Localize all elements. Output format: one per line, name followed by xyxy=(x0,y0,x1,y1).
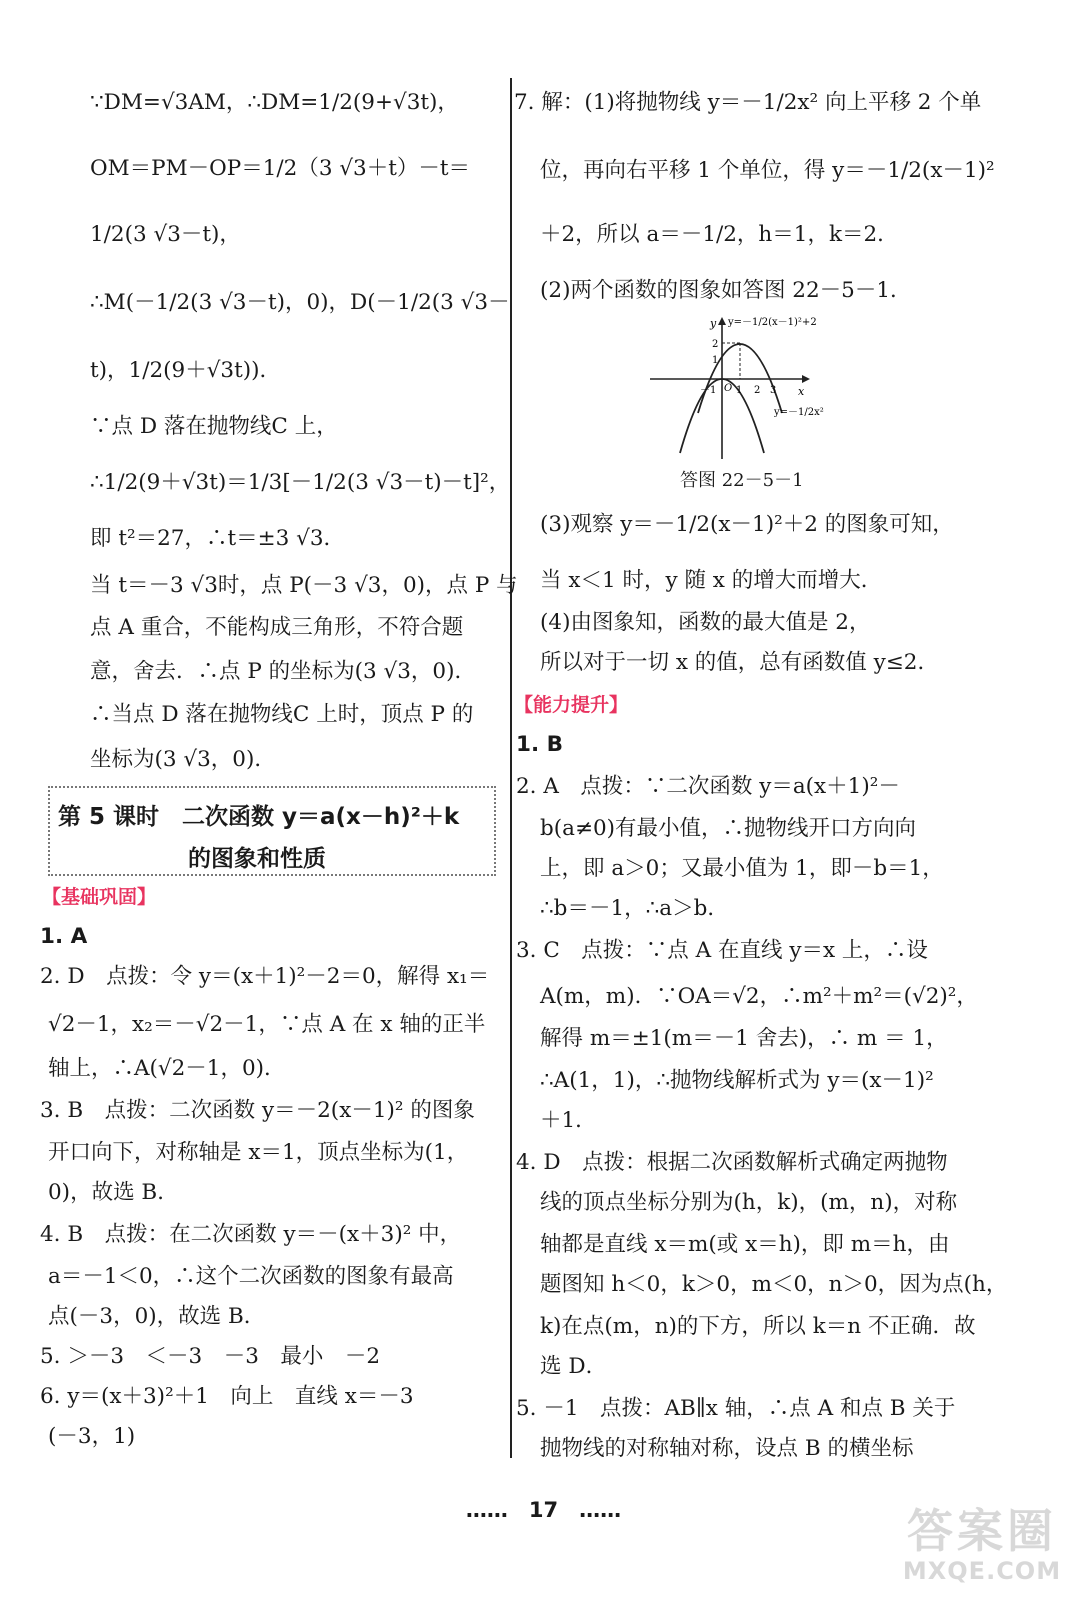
text-line: 当 t＝－3 √3时，点 P(－3 √3，0)，点 P 与 xyxy=(90,573,518,598)
answer-line: 解得 m＝±1(m＝－1 舍去)，∴ m ＝ 1， xyxy=(540,1026,948,1051)
figure-caption: 答图 22－5－1 xyxy=(680,470,804,491)
x-tick-label: 2 xyxy=(754,385,761,396)
text-line: ∴M(－1/2(3 √3－t)，0)，D(－1/2(3 √3－ xyxy=(90,290,510,315)
text-line: 即 t²＝27，∴t＝±3 √3． xyxy=(90,526,345,551)
answer-line: 开口向下，对称轴是 x＝1，顶点坐标为(1， xyxy=(48,1140,469,1165)
answer-line: A(m，m)．∵OA＝√2，∴m²＋m²＝(√2)²， xyxy=(540,984,978,1009)
text-line: 所以对于一切 x 的值，总有函数值 y≤2． xyxy=(540,650,939,675)
text-line: 位，再向右平移 1 个单位，得 y＝－1/2(x－1)² xyxy=(540,158,995,183)
lesson-title-box xyxy=(48,786,496,876)
watermark-logo xyxy=(897,1505,1067,1597)
answer-line: 2. D 点拨：令 y＝(x＋1)²－2＝0，解得 x₁＝ xyxy=(40,964,490,989)
answer-line: 5. －1 点拨：AB∥x 轴，∴点 A 和点 B 关于 xyxy=(516,1396,956,1421)
answer-line: 3. B 点拨：二次函数 y＝－2(x－1)² 的图象 xyxy=(40,1098,475,1123)
answer-line: 0)，故选 B． xyxy=(48,1180,179,1205)
text-line: ∵DM=√3AM，∴DM=1/2(9+√3t)， xyxy=(90,90,459,115)
lesson-title: 第 5 课时 二次函数 y＝a(x－h)²＋k xyxy=(58,804,460,830)
text-line: (2)两个函数的图象如答图 22－5－1． xyxy=(540,278,912,303)
answer-line: 抛物线的对称轴对称，设点 B 的横坐标 xyxy=(540,1436,914,1461)
answer-line: 轴上，∴A(√2－1，0)． xyxy=(48,1056,286,1081)
watermark-url: MXQE.COM xyxy=(902,1557,1062,1585)
section-header-ability: 【能力提升】 xyxy=(514,694,629,716)
watermark-text: 答案圈 xyxy=(907,1504,1057,1558)
origin-label: O xyxy=(724,383,733,394)
x-tick-label: －1 xyxy=(700,385,717,396)
answer-line: 上，即 a＞0；又最小值为 1，即－b＝1， xyxy=(540,856,944,881)
section-header-basic: 【基础巩固】 xyxy=(42,886,157,908)
text-line: (3)观察 y＝－1/2(x－1)²＋2 的图象可知， xyxy=(540,512,954,537)
y-axis-arrow xyxy=(718,317,726,325)
y-axis-label: y xyxy=(710,317,717,330)
text-line: 意，舍去．∴点 P 的坐标为(3 √3，0)． xyxy=(90,659,476,684)
text-line: t)，1/2(9＋√3t))． xyxy=(90,358,281,383)
answer-line: 题图知 h＜0，k＞0，m＜0，n＞0，因为点(h， xyxy=(540,1272,1008,1297)
text-line: (4)由图象知，函数的最大值是 2， xyxy=(540,610,871,635)
answer-line: 5. ＞－3 ＜－3 －3 最小 －2 xyxy=(40,1344,381,1369)
answer-line: 1. A xyxy=(40,924,88,949)
curve2-label: y=－1/2x² xyxy=(774,407,824,418)
answer-line: 点(－3，0)，故选 B． xyxy=(48,1304,266,1329)
text-line: 点 A 重合，不能构成三角形，不符合题 xyxy=(90,615,464,640)
answer-line: ＋1． xyxy=(540,1108,597,1133)
text-line: 当 x＜1 时，y 随 x 的增大而增大． xyxy=(540,568,883,593)
answer-line: √2－1，x₂＝－√2－1，∵点 A 在 x 轴的正半 xyxy=(48,1012,486,1037)
y-tick-label: 1 xyxy=(712,355,719,366)
text-line: ∴当点 D 落在抛物线C 上时，顶点 P 的 xyxy=(90,702,474,727)
x-tick-label: 1 xyxy=(736,385,743,396)
lesson-subtitle: 的图象和性质 xyxy=(188,846,326,872)
answer-line: 线的顶点坐标分别为(h，k)，(m，n)，对称 xyxy=(540,1190,958,1215)
text-line: ∴1/2(9＋√3t)＝1/3[－1/2(3 √3－t)－t]²， xyxy=(90,470,511,495)
answer-line: 选 D． xyxy=(540,1354,608,1379)
answer-line: 4. D 点拨：根据二次函数解析式确定两抛物 xyxy=(516,1150,948,1175)
curve1-label: y=－1/2(x－1)²+2 xyxy=(728,317,817,328)
answer-line: 4. B 点拨：在二次函数 y＝－(x＋3)² 中， xyxy=(40,1222,462,1247)
text-line: 1/2(3 √3－t)， xyxy=(90,222,241,247)
answer-line: ∴A(1，1)，∴抛物线解析式为 y＝(x－1)² xyxy=(540,1068,934,1093)
parabola-graph-figure xyxy=(644,313,854,463)
text-line: ＋2，所以 a＝－1/2，h＝1，k＝2． xyxy=(540,222,899,247)
answer-line: 1. B xyxy=(516,732,563,757)
text-line: ∵点 D 落在抛物线C 上， xyxy=(90,414,338,439)
answer-line: a＝－1＜0，∴这个二次函数的图象有最高 xyxy=(48,1264,454,1289)
x-axis-label: x xyxy=(798,385,805,398)
answer-line: ∴b＝－1，∴a＞b． xyxy=(540,896,729,921)
answer-line: k)在点(m，n)的下方，所以 k＝n 不正确．故 xyxy=(540,1314,976,1339)
text-line: 坐标为(3 √3，0)． xyxy=(90,747,276,772)
text-line: 7. 解：(1)将抛物线 y＝－1/2x² 向上平移 2 个单 xyxy=(514,90,982,115)
answer-line: 6. y＝(x＋3)²＋1 向上 直线 x＝－3 xyxy=(40,1384,414,1409)
answer-line: 2. A 点拨：∵二次函数 y＝a(x＋1)²－ xyxy=(516,774,900,799)
x-axis-arrow xyxy=(802,375,810,383)
y-tick-label: 2 xyxy=(712,339,719,350)
answer-line: b(a≠0)有最小值，∴抛物线开口方向向 xyxy=(540,816,917,841)
text-line: OM＝PM－OP＝1/2（3 √3＋t）－t＝ xyxy=(90,156,470,181)
answer-line: 3. C 点拨：∵点 A 在直线 y＝x 上，∴设 xyxy=(516,938,928,963)
page-number: …… 17 …… xyxy=(465,1498,622,1522)
column-divider xyxy=(510,78,512,1458)
x-tick-label: 3 xyxy=(770,385,777,396)
answer-line: (－3，1) xyxy=(48,1424,136,1449)
answer-line: 轴都是直线 x＝m(或 x＝h)，即 m＝h，由 xyxy=(540,1232,950,1257)
